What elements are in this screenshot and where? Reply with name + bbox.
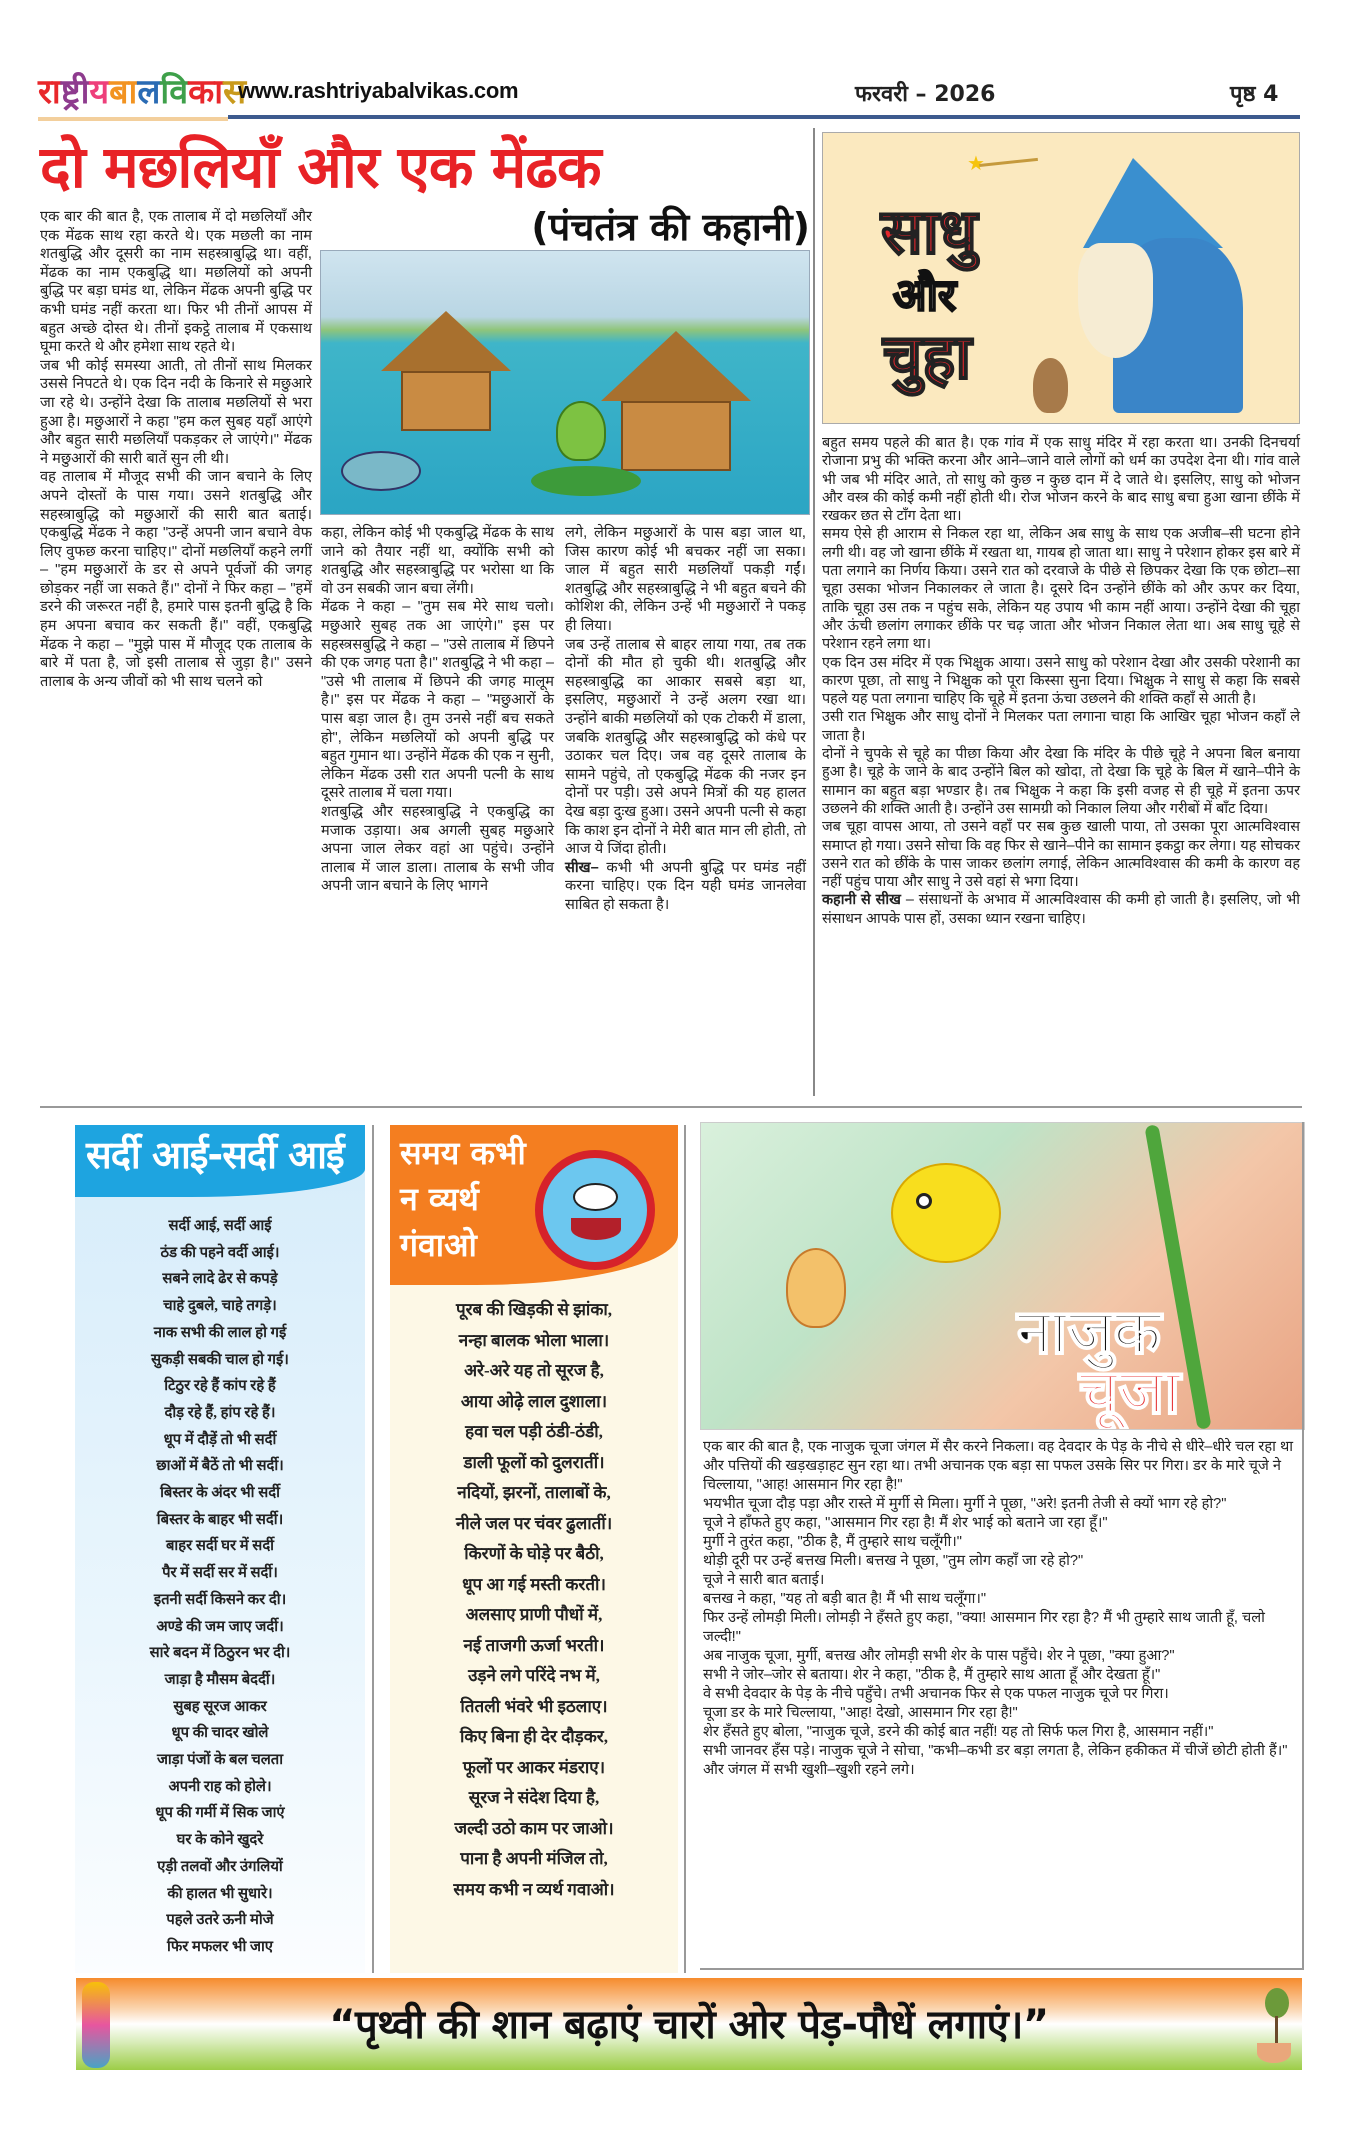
masthead-letter: ल: [137, 72, 161, 112]
masthead-letter: य: [89, 72, 110, 112]
poem2-title-line: न व्यर्थ: [400, 1180, 479, 1218]
poem1-line: अण्डे की जम जाए जर्दी।: [156, 1618, 284, 1635]
poem1-line: घर के कोने खुदरे: [176, 1832, 264, 1849]
column-divider: [372, 1125, 374, 1973]
poem2-line: धूप आ गई मस्ती करती।: [462, 1574, 606, 1594]
story3-paragraph: अब नाजुक चूजा, मुर्गी, बत्तख और लोमड़ी सभी शेर के पास पहुँचे। शेर ने पूछा, "क्या हुआ?": [703, 1648, 1175, 1664]
story1-column-2: [321, 524, 554, 896]
poem1-line: एड़ी तलवों और उंगलियों: [157, 1858, 283, 1875]
chick-eye-icon: [916, 1193, 932, 1209]
poem2-line: पाना है अपनी मंजिल तो,: [460, 1849, 608, 1868]
story2-paragraph: जब चूहा वापस आया, तो उसने वहाँ पर सब कुछ खाली पाया, तो उसका पूरा आत्मविश्वास समाप्त हो गया। उसने सोचा कि वह फिर से खाने–पीने का सामान इकट्ठा कर लेगा। यह सोचकर उसने रात को छींके के पास जाकर छलांग लगाई, लेकिन आत्मविश्वास की कमी के कारण वह नहीं पहुंच पाया और साधु ने उसे वहां से भगा दिया।: [822, 819, 1300, 891]
story3-paragraph: और जंगल में सभी खुशी–खुशी रहने लगे।: [703, 1762, 915, 1778]
lily-pad-icon: [531, 466, 641, 496]
story3-paragraph: एक बार की बात है, एक नाजुक चूजा जंगल में सैर करने निकला। वह देवदार के पेड़ के नीचे से धीरे–धीरे चल रहा था और पत्तियों की खड़खड़ाहट सुन रहा था। तभी अचानक एक बड़ा सा पफल उसके सिर पर गिरा। डर के मारे चूजे ने चिल्लाया, "आह! आसमान गिर रहा है!": [703, 1439, 1294, 1493]
story1-title: दो मछलियाँ और एक मेंढक: [40, 133, 601, 201]
poem1-line: बाहर सर्दी घर में सर्दी: [165, 1538, 275, 1555]
poem2-line: समय कभी न व्यर्थ गवाओ।: [453, 1879, 615, 1899]
poem1-line: नाक सभी की लाल हो गई: [153, 1324, 287, 1341]
header-divider: [228, 115, 1300, 119]
masthead-letter: वि: [160, 72, 189, 112]
page-number: पृष्ठ 4: [1230, 82, 1279, 107]
poem1-line: सुकड़ी सबकी चाल हो गई।: [151, 1351, 289, 1368]
story3-paragraph: चूजा डर के मारे चिल्लाया, "आह! देखो, आसमान गिर रहा है!": [703, 1705, 1018, 1721]
masthead-logo: [38, 72, 246, 112]
poem2-verse: [390, 1295, 678, 1905]
column-divider: [684, 1125, 686, 1973]
story2-title-word-2: और: [893, 270, 957, 321]
poem1-line: सुबह सूरज आकर: [173, 1698, 267, 1715]
poem1-line: की हालत भी सुधारे।: [167, 1885, 273, 1902]
story3-paragraph: मुर्गी ने तुरंत कहा, "ठीक है, मैं तुम्हारे साथ चलूँगी।": [703, 1534, 962, 1550]
story3-title-word-1: नाजुक: [1017, 1295, 1162, 1368]
story1-paragraph: लगे, लेकिन मछुआरों के पास बड़ा जाल था, जिस कारण कोई भी बचकर नहीं जा सका। जाल में बहुत सारी मछलियाँ पकड़ी गईं। शतबुद्धि और सहस्त्राबुद्धि ने भी बहुत बचने की कोशिश की, लेकिन उन्हें भी मछुआरों ने पकड़ ही लिया।: [565, 525, 806, 634]
poem1-line: दौड़ रहे हैं, हांप रहे हैं।: [164, 1404, 276, 1421]
story3-paragraph: शेर हँसते हुए बोला, "नाजुक चूजे, डरने की कोई बात नहीं! यह तो सिर्फ फल गिरा है, आसमान नहीं।": [703, 1724, 1214, 1740]
story2-illustration-sage-and-mouse: [822, 132, 1300, 424]
poem1-line: धूप में दौड़ें तो भी सर्दी: [163, 1431, 277, 1448]
story1-column-3: [565, 524, 806, 914]
roof-right-icon: [601, 331, 751, 401]
story1-paragraph: कहा, लेकिन कोई भी एकबुद्धि मेंढक के साथ जाने को तैयार नहीं था, क्योंकि सभी को शतबुद्धि और सहस्त्राबुद्धि पर भरोसा था कि वो उन सबकी जान बचा लेंगी।: [321, 525, 554, 597]
story2-paragraph: समय ऐसे ही आराम से निकल रहा था, लेकिन अब साधु के साथ एक अजीब–सी घटना होने लगी थी। वह जो खाना छींके में रखता था, गायब हो जाता था। साधु ने परेशान होकर इस बारे में पता लगाने का निर्णय किया। उसने रात को दरवाजे के पीछे से छिपकर देखा कि एक छोटा–सा चूहा उसका भोजन निकालकर ले जाता है। दूसरे दिन उन्होंने छींके को और ऊपर कर दिया, ताकि चूहा उस तक न पहुंच सके, लेकिन यह उपाय भी काम नहीं आया। उन्होंने देखा की चूहा और ऊंची छलांग लगाकर छींके पर चढ़ जाता और भोजन निकाल लेता था। अब साधु चूहे से परेशान रहने लगा था।: [822, 526, 1300, 653]
story3-paragraph: चूजे ने सारी बात बताई।: [703, 1572, 825, 1588]
wizard-hat-icon: [1083, 158, 1223, 248]
issue-date: फरवरी – 2026: [855, 82, 996, 107]
poem1-line: पहले उतरे ऊनी मोजे: [166, 1912, 274, 1929]
clock-eyes-icon: [573, 1183, 618, 1211]
poem1-line: चाहे दुबले, चाहे तगड़े।: [163, 1298, 277, 1315]
story1-moral-label: सीख–: [565, 859, 599, 876]
poem2-line: नन्हा बालक भोला भाला।: [458, 1330, 610, 1350]
poem2-line: जल्दी उठो काम पर जाओ।: [454, 1818, 614, 1838]
poem1-line: छाओं में बैठें तो भी सर्दी।: [156, 1458, 284, 1475]
story2-moral: [822, 891, 1300, 928]
story2-title-word-1: साधु: [881, 195, 978, 268]
story1-moral: [565, 859, 806, 915]
alarm-clock-icon: [535, 1150, 655, 1270]
story1-paragraph: शतबुद्धि और सहस्त्राबुद्धि ने एकबुद्धि का मजाक उड़ाया। अब अगली सुबह मछुआरे अपना जाल लेकर वहां आ पहुंचे। उन्होंने तालाब में जाल डाला। तालाब के सभी जीव अपनी जान बचाने के लिए भागने: [321, 803, 554, 895]
poem2-line: सूरज ने संदेश दिया है,: [468, 1788, 600, 1807]
story3-illustration-chick: [700, 1122, 1305, 1430]
poem1-line: पैर में सर्दी सर में सर्दी।: [162, 1565, 278, 1582]
wizard-beard-icon: [1078, 243, 1153, 358]
masthead-letter: का: [188, 72, 224, 112]
slogan-text: “पृथ्वी की शान बढ़ाएं चारों ओर पेड़-पौधें लगाएं।”: [329, 2002, 1049, 2048]
poem2-line: अरे-अरे यह तो सूरज है,: [464, 1361, 604, 1380]
poem1-line: जाड़ा पंजों के बल चलता: [156, 1752, 284, 1769]
poem2-line: फूलों पर आकर मंडराए।: [462, 1757, 606, 1777]
poem2-line: किए बिना ही देर दौड़कर,: [459, 1727, 608, 1746]
story1-paragraph: वह तालाब में मौजूद सभी की जान बचाने के लिए अपने दोस्तों के पास गया। उसने शतबुद्धि और सहस्त्राबुद्धि को मछुआरों की सारी बात बताई। एकबुद्धि मेंढक ने कहा "उन्हें अपनी जान बचाने वेफ लिए वुफछ करना चाहिए।" दोनों मछलियाँ कहने लगीं – "हम मछुआरों के डर से अपने पूर्वजों की जगह छोड़कर नहीं जा सकते हैं।" दोनों ने फिर कहा – "हमें डरने की जरूरत नहीं है, हमारे पास इतनी बुद्धि है कि हम अपना बचाव कर सकती हैं।" वहीं, एकबुद्धि मेंढक ने कहा – "मुझे पास में मौजूद एक तालाब के बारे में पता है, जो इसी तालाब से जुड़ा है।" उसने तालाब के अन्य जीवों को भी साथ चलने को: [40, 469, 312, 690]
poem1-line: सबने लादे ढेर से कपड़े: [162, 1271, 278, 1288]
story3-border: [1302, 1122, 1304, 1970]
roof-left-icon: [381, 311, 511, 371]
poem1-line: सर्दी आई, सर्दी आई: [168, 1218, 272, 1234]
story2-body: [822, 434, 1300, 928]
poem2-line: डाली फूलों को दुलरातीं।: [463, 1452, 605, 1472]
poem1-line: ठंड की पहने वर्दी आई।: [160, 1244, 280, 1261]
poem2-line: उड़ने लगे परिंदे नभ में,: [468, 1666, 600, 1685]
poem1-line: बिस्तर के अंदर भी सर्दी: [160, 1485, 280, 1502]
poem2-line: नदियों, झरनों, तालाबों के,: [457, 1483, 611, 1502]
story3-paragraph: वे सभी देवदार के पेड़ के नीचे पहुँचे। तभी अचानक फिर से एक पफल नाजुक चूजे पर गिरा।: [703, 1686, 1169, 1702]
story3-paragraph: चूजे ने हाँफते हुए कहा, "आसमान गिर रहा है! मैं शेर भाई को बताने जा रहा हूँ।": [703, 1515, 1108, 1531]
masthead-underline: [38, 117, 228, 121]
hut-right-icon: [621, 401, 731, 471]
story1-paragraph: जब भी कोई समस्या आती, तो तीनों साथ मिलकर उससे निपटते थे। एक दिन नदी के किनारे से मछुआरे जा रहे थे। उन्होंने देखा कि तालाब मछलियों से भरा हुआ है। मछुआरों ने कहा "हम कल सुबह यहाँ आएंगे और बहुत सारी मछलियाँ पकड़कर ले जाएंगे।" मेंढक ने मछुआरों की सारी बातें सुन ली थी।: [40, 357, 312, 467]
story2-title-word-3: चुहा: [883, 320, 972, 393]
poem2-line: किरणों के घोड़े पर बैठी,: [464, 1544, 604, 1563]
story2-moral-label: कहानी से सीख: [822, 892, 901, 909]
masthead-letter: स: [223, 72, 247, 112]
story3-border: [700, 1968, 1304, 1970]
poem1-line: धूप की चादर खोले: [171, 1725, 269, 1742]
mouse-icon: [1033, 358, 1068, 413]
story2-paragraph: बहुत समय पहले की बात है। एक गांव में एक साधु मंदिर में रहा करता था। उनकी दिनचर्या रोजाना प्रभु की भक्ति करना और आने–जाने वाले लोगों को धर्म का उपदेश देना थी। गांव वाले भी जब भी मंदिर आते, तो साधु को कुछ न कुछ दान में दे जाते थे। इसलिए, साधु को भोजन और वस्त्र की कोई कमी नहीं होती थी। रोज भोजन करने के बाद साधु बचा हुआ खाना छींके में रखकर छत से टाँग देता था।: [822, 435, 1300, 525]
poem2-line: आया ओढ़े लाल दुशाला।: [460, 1391, 608, 1411]
story1-paragraph: जब उन्हें तालाब से बाहर लाया गया, तब तक दोनों की मौत हो चुकी थी। शतबुद्धि और सहस्त्राबुद्धि का आकार सबसे बड़ा था, इसलिए, मछुआरों ने उन्हें अलग रखा था। उन्होंने बाकी मछलियों को एक टोकरी में डाला, जबकि शतबुद्धि और सहस्त्राबुद्धि को कंधे पर उठाकर चल दिए। जब वह दूसरे तालाब के सामने पहुंचे, तो एकबुद्धि मेंढक की नजर इन दोनों पर पड़ी। उसे अपने मित्रों की यह हालत देख बड़ा दुःख हुआ। उसने अपनी पत्नी से कहा कि काश इन दोनों ने मेरी बात मान ली होती, तो आज ये जिंदा होती।: [565, 636, 806, 858]
poem1-line: बिस्तर के बाहर भी सर्दी।: [156, 1511, 284, 1528]
poem1-line: धूप की गर्मी में सिक जाएं: [155, 1805, 285, 1822]
masthead-letter: ष्ट्री: [60, 72, 90, 112]
poem2-line: अलसाए प्राणी पौधों में,: [465, 1605, 603, 1624]
story2-moral-text: – संसाधनों के अभाव में आत्मविश्वास की कमी हो जाती है। इसलिए, जो भी संसाधन आपके पास हों, उसका ध्यान रखना चाहिए।: [822, 892, 1301, 927]
hut-left-icon: [401, 371, 491, 431]
poem1-line: सारे बदन में ठिठुरन भर दी।: [149, 1645, 291, 1662]
story1-paragraph: एक बार की बात है, एक तालाब में दो मछलियाँ और एक मेंढक साथ रहा करते थे। एक मछली का नाम शतबुद्धि और दूसरी का नाम सहस्त्राबुद्धि था। वहीं, मेंढक का नाम एकबुद्धि था। मछलियों को अपनी बुद्धि पर बड़ा घमंड था, लेकिन मेंढक अपनी बुद्धि पर कभी घमंड नहीं करता था। फिर भी तीनों आपस में बहुत अच्छे दोस्त थे। तीनों इकट्ठे तालाब में एकसाथ घूमा करते थे और हमेशा साथ रहते थे।: [40, 209, 312, 356]
story1-illustration-pond: [320, 250, 810, 515]
poem2-line: हवा चल पड़ी ठंडी-ठंडी,: [465, 1422, 603, 1441]
poem1-title: सर्दी आई-सर्दी आई: [86, 1133, 344, 1177]
poem2-line: नीले जल पर चंवर ढुलातीं।: [455, 1513, 613, 1533]
fish-icon: [341, 451, 421, 491]
poem1-line: अपनी राह को होले।: [168, 1778, 272, 1795]
story3-body: [703, 1438, 1300, 1780]
poem1-line: फिर मफलर भी जाए: [167, 1938, 273, 1955]
story3-paragraph: भयभीत चूजा दौड़ पड़ा और रास्ते में मुर्गी से मिला। मुर्गी ने पूछा, "अरे! इतनी तेजी से क्यों भाग रहे हो?": [703, 1496, 1227, 1512]
story1-moral-text: कभी भी अपनी बुद्धि पर घमंड नहीं करना चाहिए। एक दिन यही घमंड जानलेवा साबित हो सकता है।: [565, 859, 806, 913]
clock-smile-icon: [571, 1218, 621, 1240]
masthead-letter: बा: [109, 72, 138, 112]
story3-paragraph: थोड़ी दूरी पर उन्हें बत्तख मिली। बत्तख ने पूछा, "तुम लोग कहाँ जा रहे हो?": [703, 1553, 1084, 1569]
poem1-line: टिठुर रहे हैं कांप रहे हैं: [164, 1378, 276, 1395]
poem1-verse: [75, 1213, 365, 1961]
story3-paragraph: सभी ने जोर–जोर से बताया। शेर ने कहा, "ठीक है, मैं तुम्हारे साथ आता हूँ और देखता हूँ।": [703, 1667, 1161, 1683]
story3-paragraph: बत्तख ने कहा, "यह तो बड़ी बात है! मैं भी साथ चलूँगा।": [703, 1591, 987, 1607]
story2-paragraph: दोनों ने चुपके से चूहे का पीछा किया और देखा कि मंदिर के पीछे चूहे ने अपना बिल बनाया हुआ है। चूहे के जाने के बाद उन्होंने बिल को खोदा, तो देखा कि चूहे के बिल में खाने–पीने के सामान का बहुत बड़ा भण्डार है। तब भिक्षुक ने कहा कि इसी वजह से ही चूहे में इतना ऊपर उछलने की शक्ति आती है। उन्होंने उस सामग्री को निकाल लिया और गरीबों में बाँट दिया।: [822, 746, 1300, 817]
poem2-line: नई ताजगी ऊर्जा भरती।: [463, 1635, 605, 1655]
section-divider: [40, 1106, 1302, 1108]
story3-paragraph: फिर उन्हें लोमड़ी मिली। लोमड़ी ने हँसते हुए कहा, "क्या! आसमान गिर रहा है? मैं भी तुम्हारे साथ जाती हूँ, चलो जल्दी!": [703, 1610, 1265, 1645]
column-divider: [813, 128, 815, 1096]
poem2-line: पूरब की खिड़की से झांका,: [455, 1300, 613, 1319]
story1-paragraph: मेंढक ने कहा – "तुम सब मेरे साथ चलो। मछुआरे सुबह तक आ जाएंगे।" इस पर सहस्त्रसबुद्धि ने कहा – "उसे तालाब में छिपने की एक जगह पता है।" शतबुद्धि ने भी कहा – "उसे भी तालाब में छिपने की जगह मालूम है।" इस पर मेंढक ने कहा – "मछुआरों के पास बड़ा जाल है। तुम उनसे नहीं बच सकते हो", लेकिन मछलियों को अपनी बुद्धि पर बहुत गुमान था। उन्होंने मेंढक की एक न सुनी, लेकिन मेंढक उसी रात अपनी पत्नी के साथ दूसरे तालाब में चला गया।: [321, 599, 554, 802]
chick-icon: [891, 1163, 1001, 1263]
poem2-line: तितली भंवरे भी इठलाए।: [460, 1696, 608, 1716]
story3-paragraph: सभी जानवर हँस पड़े। नाजुक चूजे ने सोचा, "कभी–कभी डर बड़ा लगता है, लेकिन हकीकत में चीजें छोटी होती हैं।": [703, 1743, 1288, 1759]
poem2-title-line: समय कभी: [400, 1134, 526, 1172]
frog-icon: [556, 401, 606, 461]
story3-title-word-2: चूजा: [1079, 1355, 1181, 1428]
site-url[interactable]: www.rashtriyabalvikas.com: [238, 78, 519, 103]
masthead-letter: रा: [38, 72, 61, 112]
story2-paragraph: एक दिन उस मंदिर में एक भिक्षुक आया। उसने साधु को परेशान देखा और उसकी परेशानी का कारण पूछा, तो साधु ने भिक्षुक को पूरा किस्सा सुना दिया। भिक्षुक ने साधु से कहा कि सबसे पहले यह पता लगाना चाहिए कि चूहे में इतना ऊंचा उछलने की शक्ति कहाँ से आती है।: [822, 654, 1300, 708]
falling-fruit-icon: [786, 1248, 846, 1328]
poem2-title-line: गंवाओ: [400, 1226, 477, 1264]
poem1-line: इतनी सर्दी किसने कर दी।: [153, 1591, 287, 1608]
poem1-line: जाड़ा है मौसम बेदर्दी।: [164, 1671, 276, 1688]
story1-subtitle: (पंचतंत्र की कहानी): [531, 205, 810, 249]
story2-paragraph: उसी रात भिक्षुक और साधु दोनों ने मिलकर पता लगाना चाहा कि आखिर चूहा भोजन कहाँ ले जाता है।: [822, 709, 1300, 744]
star-icon: ★: [967, 151, 985, 175]
story1-column-1-top: [40, 208, 312, 691]
magic-wand-icon: [978, 158, 1038, 167]
